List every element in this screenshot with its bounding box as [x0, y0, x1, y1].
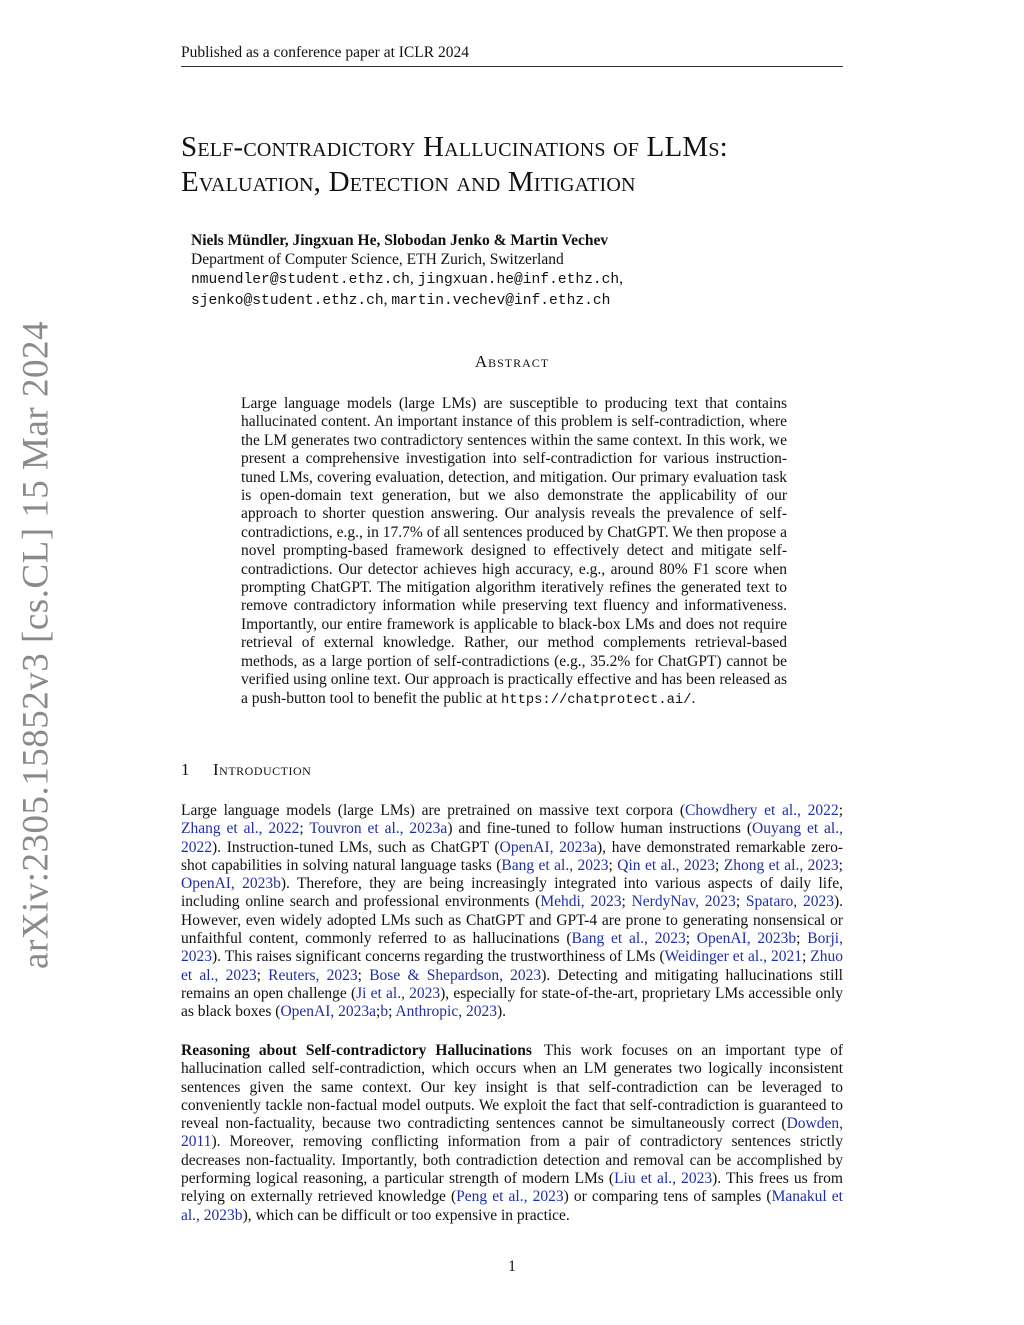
- citation-link[interactable]: Zhang et al., 2022: [181, 820, 300, 838]
- abstract-heading: Abstract: [474, 352, 550, 371]
- paragraph-text: ). However, even widely adopted LMs such as ChatGPT and GPT-4 are prone to generating nonsensical or unfaithful content, commonly referred to as hallucinations (: [181, 893, 843, 948]
- citation-link[interactable]: Liu et al., 2023: [614, 1170, 713, 1188]
- paragraph-text: ;: [376, 1003, 381, 1021]
- citation-link[interactable]: Weidinger et al., 2021: [664, 948, 802, 966]
- paragraph-text: ;: [608, 856, 618, 874]
- paragraph-text: ;: [801, 948, 811, 966]
- email[interactable]: jingxuan.he@inf.ethz.ch: [417, 272, 620, 288]
- paragraph-text: This work focuses on an important type of hallucination called self-contradiction, which occurs when an LM generates two logically inconsistent sentences given the same context. Our key insight is that self-contradiction can be leveraged to conveniently tackle non-factual model outputs. We exploit the fact that self-contradiction is guaranteed to reveal non-factuality, because two contradicting sentences cannot be simultaneously correct (: [181, 1042, 843, 1133]
- paragraph-text: ;: [715, 856, 724, 874]
- abstract-body: [241, 395, 787, 710]
- section-heading: [181, 760, 311, 780]
- citation-link[interactable]: Bang et al., 2023: [501, 856, 609, 874]
- paragraph-text: ;: [357, 966, 370, 984]
- paragraph-text: ;: [256, 966, 269, 984]
- paragraph-text: ). Moreover, removing conflicting information from a pair of contradictory sentences strictly decreases non-factuality. Importantly, both contradiction detection and removal can be accomplished by performing logical reasoning, a particular strength of modern LMs (: [181, 1133, 843, 1188]
- paragraph-text: ). Therefore, they are being increasingly integrated into various aspects of daily life, including online search and professional environments (: [181, 875, 843, 911]
- email[interactable]: sjenko@student.ethz.ch: [191, 293, 384, 309]
- affiliation: Department of Computer Science, ETH Zurich, Switzerland: [191, 251, 564, 268]
- citation-link[interactable]: Bang et al., 2023: [571, 930, 686, 948]
- citation-link[interactable]: Reuters, 2023: [268, 966, 358, 984]
- paragraph-text: ). This raises significant concerns regarding the trustworthiness of LMs (: [212, 948, 665, 966]
- citation-link[interactable]: Bose & Shepardson, 2023: [369, 966, 542, 984]
- section-title: Introduction: [213, 760, 312, 779]
- abstract-link[interactable]: https://chatprotect.ai/: [501, 692, 692, 708]
- arxiv-stamp: [8, 321, 64, 969]
- paragraph-text: ;: [838, 856, 843, 874]
- citation-link[interactable]: Mehdi, 2023: [540, 893, 622, 911]
- title-line-2: Evaluation, Detection and Mitigation: [181, 166, 636, 198]
- citation-link[interactable]: Touvron et al., 2023a: [309, 820, 448, 838]
- citation-link[interactable]: Dowden, 2011: [181, 1115, 843, 1151]
- abstract-text: Large language models (large LMs) are susceptible to producing text that contains hallucinated content. An important instance of this problem is self-contradiction, where the LM generates two contradictory sentences within the same context. In this work, we present a comprehensive investigation into self-contradiction for various instruction-tuned LMs, covering evaluation, detection, and mitigation. Our primary evaluation task is open-domain text generation, but we also demonstrate the applicability of our approach to shorter question answering. Our analysis reveals the prevalence of self-contradictions, e.g., in 17.7% of all sentences produced by ChatGPT. We then propose a novel prompting-based framework designed to effectively detect and mitigate self-contradictions. Our detector achieves high accuracy, e.g., around 80% F1 score when prompting ChatGPT. The mitigation algorithm iteratively refines the generated text to remove contradictory information while preserving text fluency and informativeness. Importantly, our entire framework is applicable to black-box LMs and does not require retrieval of external knowledge. Rather, our method complements retrieval-based methods, as a large portion of self-contradictions (e.g., 35.2% for ChatGPT) cannot be verified using online text. Our approach is practically effective and has been released as a push-button tool to benefit the public at: [241, 395, 787, 707]
- citation-link[interactable]: Borji, 2023: [181, 930, 843, 966]
- section-number: 1: [181, 760, 190, 779]
- paragraph-heading: Reasoning about Self-contradictory Hallucinations: [181, 1042, 532, 1059]
- paragraph-text: ). Instruction-tuned LMs, such as ChatGPT (: [212, 838, 500, 856]
- reasoning-paragraph: [181, 1042, 843, 1225]
- intro-paragraph: [181, 802, 843, 1022]
- paragraph-text: ), especially for state-of-the-art, proprietary LMs accessible only as black boxes (: [181, 984, 843, 1021]
- abstract-end: .: [691, 689, 696, 707]
- citation-link[interactable]: OpenAI, 2023b: [696, 930, 797, 948]
- paragraph-text: Large language models (large LMs) are pretrained on massive text corpora (: [181, 802, 685, 819]
- author-block: [191, 231, 623, 311]
- citation-link[interactable]: Zhong et al., 2023: [723, 856, 839, 874]
- paragraph-text: ). This frees us from relying on externally retrieved knowledge (: [181, 1170, 843, 1206]
- citation-link[interactable]: NerdyNav, 2023: [631, 893, 736, 911]
- page-number: 1: [508, 1258, 516, 1275]
- title-line-1: Self-contradictory Hallucinations of LLMs:: [181, 131, 728, 163]
- paragraph-text: ) or comparing tens of samples (: [563, 1188, 772, 1206]
- citation-link[interactable]: Manakul et al., 2023b: [181, 1188, 843, 1224]
- citation-link[interactable]: Peng et al., 2023: [456, 1188, 564, 1206]
- citation-link[interactable]: Ji et al., 2023: [356, 984, 441, 1002]
- paper-title: [181, 130, 861, 200]
- citation-link[interactable]: Ouyang et al., 2022: [181, 820, 843, 856]
- paragraph-text: ).: [497, 1003, 507, 1021]
- running-head: Published as a conference paper at ICLR 2024: [181, 44, 469, 61]
- citation-link[interactable]: Spataro, 2023: [745, 893, 834, 911]
- paragraph-text: ;: [685, 930, 697, 948]
- email[interactable]: martin.vechev@inf.ethz.ch: [391, 293, 611, 309]
- citation-link[interactable]: OpenAI, 2023a: [280, 1003, 376, 1021]
- citation-link[interactable]: b: [380, 1003, 389, 1021]
- header-rule: [181, 66, 843, 67]
- author-names: Niels Mündler, Jingxuan He, Slobodan Jenko & Martin Vechev: [191, 232, 609, 249]
- email[interactable]: nmuendler@student.ethz.ch: [191, 272, 410, 288]
- paragraph-text: ;: [621, 893, 632, 911]
- citation-link[interactable]: Qin et al., 2023: [617, 856, 715, 874]
- citation-link[interactable]: Anthropic, 2023: [395, 1003, 497, 1021]
- email-line-2: sjenko@student.ethz.ch, martin.vechev@inf.ethz.ch: [191, 291, 611, 309]
- paragraph-text: ;: [735, 893, 746, 911]
- citation-link[interactable]: Chowdhery et al., 2022: [685, 802, 839, 819]
- paragraph-text: ;: [299, 820, 310, 838]
- citation-link[interactable]: OpenAI, 2023b: [181, 875, 281, 893]
- paragraph-text: ). Detecting and mitigating hallucinations still remains an open challenge (: [181, 966, 843, 1002]
- paragraph-text: ;: [796, 930, 808, 948]
- paragraph-text: ) and fine-tuned to follow human instructions (: [447, 820, 752, 838]
- paragraph-text: ), which can be difficult or too expensive in practice.: [242, 1206, 570, 1224]
- citation-link[interactable]: OpenAI, 2023a: [499, 838, 598, 856]
- email-line-1: nmuendler@student.ethz.ch, jingxuan.he@inf.ethz.ch,: [191, 270, 624, 288]
- paragraph-text: ;: [838, 802, 843, 819]
- paragraph-text: ;: [388, 1003, 396, 1021]
- citation-link[interactable]: Zhuo et al., 2023: [181, 948, 843, 984]
- paragraph-text: ), have demonstrated remarkable zero-shot capabilities in solving natural language tasks (: [181, 838, 843, 874]
- arxiv-stamp-text: arXiv:2305.15852v3 [cs.CL] 15 Mar 2024: [15, 321, 57, 969]
